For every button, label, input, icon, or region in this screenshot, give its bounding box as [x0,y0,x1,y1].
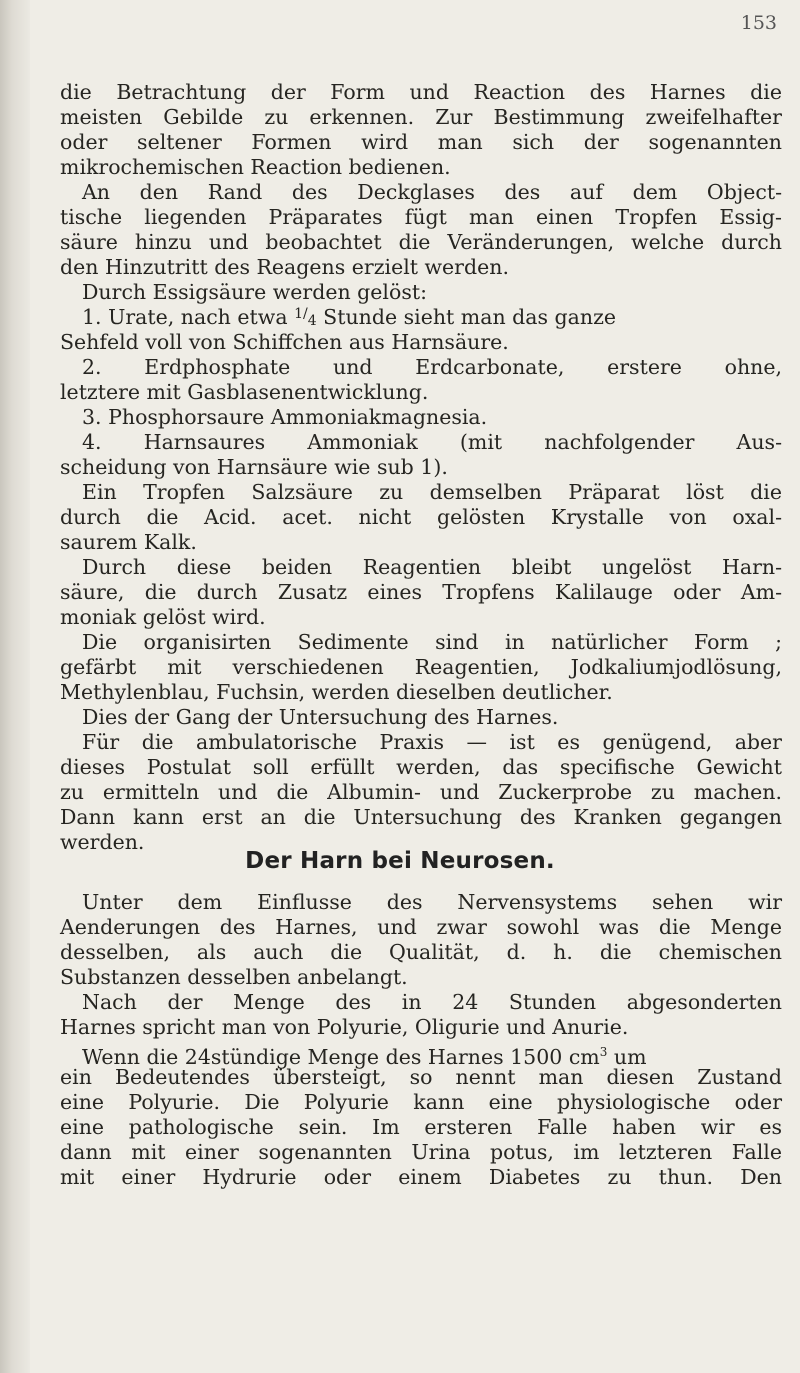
text-line: Unter dem Einflusse des Nervensystems sehen wir [82,890,782,914]
text-segment: Wenn die 24stündige Menge des Harnes 1500 cm [82,1044,600,1069]
text-line: dieses Postulat soll erfüllt werden, das specifische Gewicht [60,755,782,779]
text-line: werden. [60,830,145,854]
text-line: dann mit einer sogenannten Urina potus, im letzteren Falle [60,1140,782,1164]
text-line: Für die ambulatorische Praxis — ist es genügend, aber [82,730,782,754]
superscript: 3 [599,1045,608,1059]
text-line: tische liegenden Präparates fügt man einen Tropfen Essig- [60,205,782,229]
text-line: letztere mit Gasblasenentwicklung. [60,380,429,404]
text-line: gefärbt mit verschiedenen Reagentien, Jodkaliumjodlösung, [60,655,782,679]
text-line: Dies der Gang der Untersuchung des Harnes. [82,705,559,729]
text-line: mit einer Hydrurie oder einem Diabetes zu thun. Den [60,1165,782,1189]
text-segment: um [607,1044,647,1069]
text-line: säure, die durch Zusatz eines Tropfens Kalilauge oder Am- [60,580,782,604]
text-line [82,305,782,333]
text-line: säure hinzu und beobachtet die Veränderungen, welche durch [60,230,782,254]
text-line: ein Bedeutendes übersteigt, so nennt man diesen Zustand [60,1065,782,1089]
text-line: Aenderungen des Harnes, und zwar sowohl was die Menge [60,915,782,939]
fraction [294,306,317,329]
page-number: 153 [740,12,777,34]
text-line: scheidung von Harnsäure wie sub 1). [60,455,448,479]
text-line: mikrochemischen Reaction bedienen. [60,155,451,179]
text-segment: Stunde sieht man das ganze [323,305,617,329]
text-line: meisten Gebilde zu erkennen. Zur Bestimmung zweifelhafter [60,105,782,129]
text-line: Sehfeld voll von Schiffchen aus Harnsäure. [60,330,509,354]
text-line: Ein Tropfen Salzsäure zu demselben Präparat löst die [82,480,782,504]
text-line: eine pathologische sein. Im ersteren Falle haben wir es [60,1115,782,1139]
fraction-numerator: 1 [294,306,303,322]
text-line: Methylenblau, Fuchsin, werden dieselben deutlicher. [60,680,613,704]
text-line: 2. Erdphosphate und Erdcarbonate, erstere ohne, [82,355,782,379]
text-line: Durch Essigsäure werden gelöst: [82,280,427,304]
text-line: 4. Harnsaures Ammoniak (mit nachfolgender Aus- [82,430,782,454]
text-segment: 1. Urate, nach etwa [82,305,288,329]
text-line: durch die Acid. acet. nicht gelösten Krystalle von oxal- [60,505,782,529]
fraction-slash: / [303,306,308,322]
text-line: 3. Phosphorsaure Ammoniakmagnesia. [82,405,488,429]
section-heading: Der Harn bei Neurosen. [245,848,555,874]
text-line: desselben, als auch die Qualität, d. h. die chemischen [60,940,782,964]
text-line: zu ermitteln und die Albumin- und Zuckerprobe zu machen. [60,780,782,804]
text-line: Substanzen desselben anbelangt. [60,965,408,989]
text-line: An den Rand des Deckglases des auf dem Object- [82,180,782,204]
text-line: saurem Kalk. [60,530,197,554]
text-line: Harnes spricht man von Polyurie, Oligurie und Anurie. [60,1015,629,1039]
text-line: Dann kann erst an die Untersuchung des Kranken gegangen [60,805,782,829]
text-line: den Hinzutritt des Reagens erzielt werden. [60,255,509,279]
text-line: eine Polyurie. Die Polyurie kann eine physiologische oder [60,1090,782,1114]
fraction-denominator: 4 [307,313,317,329]
text-line: Nach der Menge des in 24 Stunden abgesonderten [82,990,782,1014]
text-line: Die organisirten Sedimente sind in natürlicher Form ; [82,630,782,654]
text-line: Durch diese beiden Reagentien bleibt ungelöst Harn- [82,555,782,579]
text-line: moniak gelöst wird. [60,605,266,629]
text-line: die Betrachtung der Form und Reaction des Harnes die [60,80,782,104]
text-line: oder seltener Formen wird man sich der sogenannten [60,130,782,154]
